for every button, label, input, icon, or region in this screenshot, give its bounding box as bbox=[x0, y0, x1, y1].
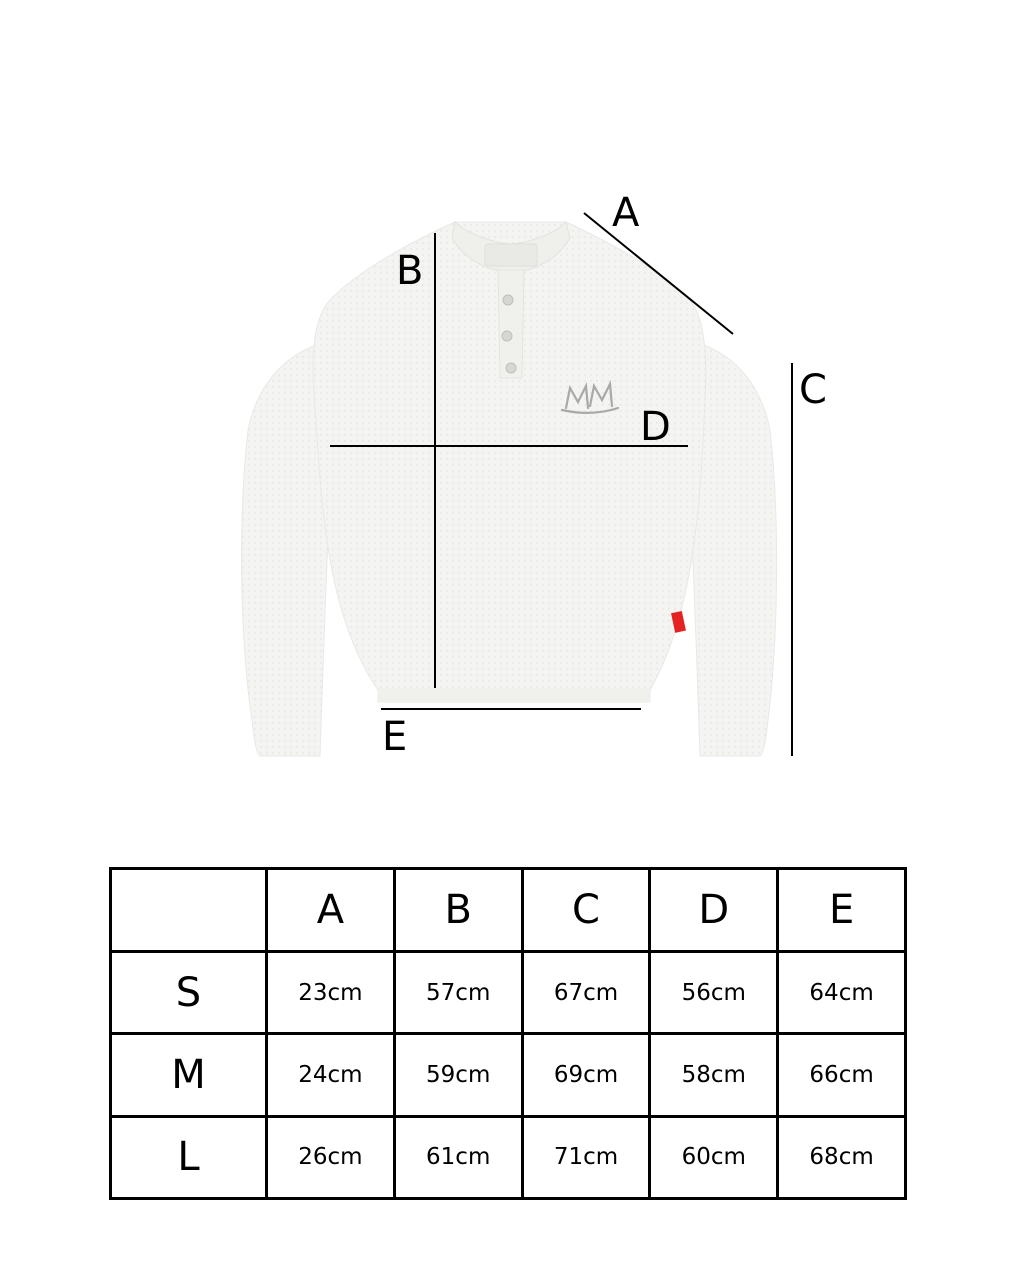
measurement-value: 56cm bbox=[650, 952, 778, 1034]
label-d: D bbox=[640, 404, 671, 450]
button-icon bbox=[506, 363, 516, 373]
measurement-value: 64cm bbox=[778, 952, 906, 1034]
sweater-illustration bbox=[242, 222, 777, 756]
measurement-value: 57cm bbox=[394, 952, 522, 1034]
measurement-value: 67cm bbox=[522, 952, 650, 1034]
size-label: L bbox=[111, 1116, 267, 1198]
header-b: B bbox=[394, 869, 522, 952]
table-header-row bbox=[111, 869, 906, 952]
measurement-value: 60cm bbox=[650, 1116, 778, 1198]
measurement-value: 26cm bbox=[267, 1116, 395, 1198]
size-chart-table bbox=[109, 867, 907, 1200]
button-icon bbox=[503, 295, 513, 305]
measurement-value: 58cm bbox=[650, 1034, 778, 1116]
size-label: M bbox=[111, 1034, 267, 1116]
measurement-value: 61cm bbox=[394, 1116, 522, 1198]
sweater-placket bbox=[498, 270, 524, 378]
header-a: A bbox=[267, 869, 395, 952]
table-row bbox=[111, 952, 906, 1034]
header-c: C bbox=[522, 869, 650, 952]
measurement-value: 59cm bbox=[394, 1034, 522, 1116]
header-e: E bbox=[778, 869, 906, 952]
label-b: B bbox=[396, 248, 424, 294]
label-a: A bbox=[612, 190, 640, 236]
measurement-value: 71cm bbox=[522, 1116, 650, 1198]
label-e: E bbox=[382, 714, 408, 760]
measurement-value: 69cm bbox=[522, 1034, 650, 1116]
header-corner bbox=[111, 869, 267, 952]
table-row bbox=[111, 1034, 906, 1116]
measurement-value: 66cm bbox=[778, 1034, 906, 1116]
measurement-value: 68cm bbox=[778, 1116, 906, 1198]
neck-label bbox=[485, 244, 537, 266]
measurement-value: 23cm bbox=[267, 952, 395, 1034]
size-label: S bbox=[111, 952, 267, 1034]
measurement-value: 24cm bbox=[267, 1034, 395, 1116]
table-row bbox=[111, 1116, 906, 1198]
label-c: C bbox=[799, 367, 827, 413]
header-d: D bbox=[650, 869, 778, 952]
button-icon bbox=[502, 331, 512, 341]
sweater-hem bbox=[378, 688, 650, 702]
